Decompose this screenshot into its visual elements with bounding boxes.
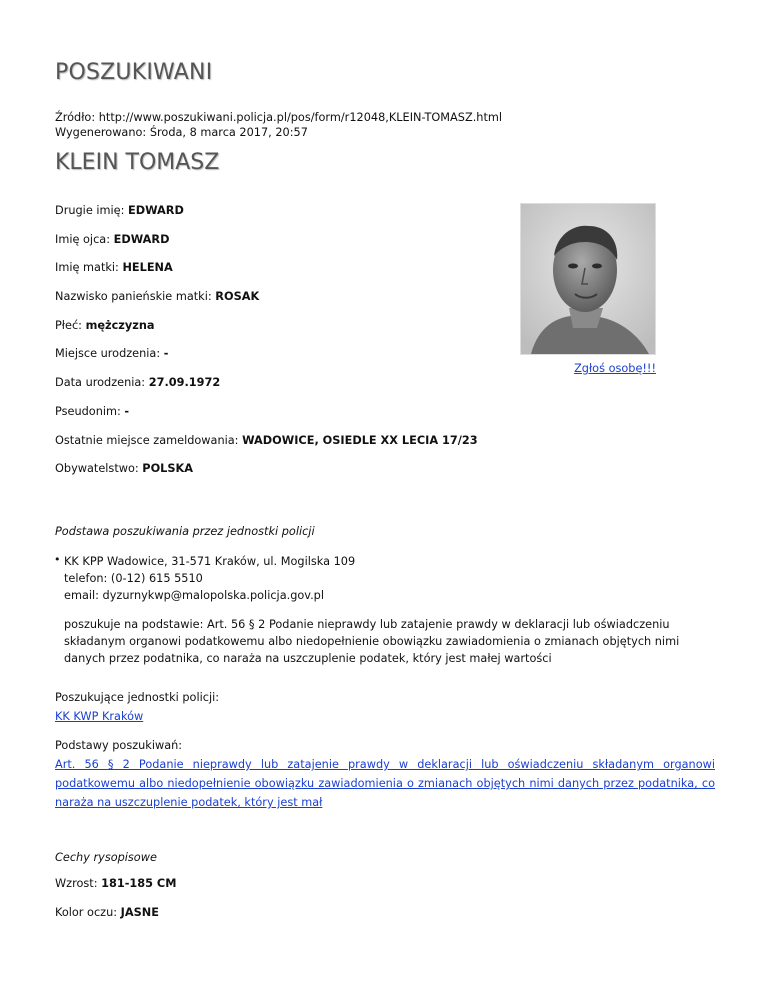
field-label: Płeć:	[55, 318, 82, 332]
field-value: -	[124, 404, 130, 418]
field-value: JASNE	[120, 905, 159, 919]
searching-unit-link[interactable]: KK KWP Kraków	[55, 710, 144, 723]
meta-info	[55, 110, 502, 140]
searching-units-label: Poszukujące jednostki policji:	[55, 691, 220, 704]
field-row	[55, 405, 515, 434]
field-value: HELENA	[122, 261, 173, 275]
field-row	[55, 434, 515, 463]
field-label: Wzrost:	[55, 877, 98, 890]
description-fields	[55, 877, 715, 934]
person-photo	[520, 203, 656, 355]
field-row	[55, 376, 515, 405]
source-label: Źródło:	[55, 111, 96, 124]
field-label: Kolor oczu:	[55, 905, 118, 919]
page-header: POSZUKIWANI	[55, 60, 213, 85]
generated-value: Środa, 8 marca 2017, 20:57	[149, 126, 308, 139]
field-value: POLSKA	[142, 462, 194, 476]
searching-units	[55, 688, 715, 726]
unit-basis-text: poszukuje na podstawie: Art. 56 § 2 Podanie nieprawdy lub zatajenie prawdy w deklaracji lub oświadczeniu składanym organowi podatkowemu albo niedopełnienie obowiązku zawiadomienia o zmianach objętych nimi danych przez podatnika, co naraża na uszczuplenie podatek, który jest małej wartości	[64, 618, 680, 665]
field-row	[55, 261, 515, 290]
field-value: 27.09.1972	[148, 376, 221, 390]
photo-box	[520, 203, 656, 375]
field-label: Obywatelstwo:	[55, 462, 139, 476]
unit-address: KK KPP Wadowice, 31-571 Kraków, ul. Mogilska 109	[64, 555, 356, 568]
field-value: mężczyzna	[85, 318, 155, 332]
source-line	[55, 110, 502, 125]
field-label: Miejsce urodzenia:	[55, 347, 161, 361]
field-label: Imię ojca:	[55, 232, 111, 246]
field-label: Drugie imię:	[55, 204, 125, 217]
field-value: EDWARD	[128, 204, 184, 217]
field-value: WADOWICE, OSIEDLE XX LECIA 17/23	[242, 433, 478, 447]
field-label: Data urodzenia:	[55, 376, 146, 390]
portrait-image	[521, 204, 655, 354]
report-person-link[interactable]: Zgłoś osobę!!!	[574, 362, 656, 375]
field-value: ROSAK	[215, 290, 260, 304]
police-unit-item	[64, 553, 715, 604]
field-row	[55, 204, 515, 233]
field-value: 181-185 CM	[101, 877, 177, 890]
generated-line	[55, 125, 502, 140]
field-row	[55, 290, 515, 319]
field-label: Imię matki:	[55, 261, 119, 275]
police-unit-list	[55, 553, 715, 667]
bullet-icon: •	[54, 553, 61, 566]
field-row	[55, 906, 715, 935]
field-value: -	[163, 347, 169, 361]
search-basis-link[interactable]: Art. 56 § 2 Podanie nieprawdy lub zatajenie prawdy w deklaracji lub oświadczeniu składanym organowi podatkowemu albo niedopełnienie obowiązku zawiadomienia o zmianach objętych nimi danych przez podatnika, co naraża na uszczuplenie podatek, który jest mał	[55, 758, 715, 809]
field-row	[55, 233, 515, 262]
field-row	[55, 347, 515, 376]
basis-section-title: Podstawa poszukiwania przez jednostki policji	[55, 525, 315, 538]
field-label: Nazwisko panieńskie matki:	[55, 290, 212, 304]
generated-label: Wygenerowano:	[55, 126, 147, 139]
person-name: KLEIN TOMASZ	[55, 150, 220, 175]
field-label: Ostatnie miejsce zameldowania:	[55, 433, 239, 447]
search-bases	[55, 736, 715, 812]
field-row	[55, 877, 715, 906]
field-row	[55, 319, 515, 348]
person-fields	[55, 204, 515, 491]
unit-phone: telefon: (0-12) 615 5510	[64, 572, 203, 585]
search-bases-label: Podstawy poszukiwań:	[55, 739, 183, 752]
field-label: Pseudonim:	[55, 404, 121, 418]
unit-email: email: dyzurnykwp@malopolska.policja.gov.pl	[64, 589, 324, 602]
field-row	[55, 462, 515, 491]
field-value: EDWARD	[113, 232, 170, 246]
description-section-title: Cechy rysopisowe	[55, 851, 157, 864]
source-url: http://www.poszukiwani.policja.pl/pos/form/r12048,KLEIN-TOMASZ.html	[98, 111, 503, 124]
